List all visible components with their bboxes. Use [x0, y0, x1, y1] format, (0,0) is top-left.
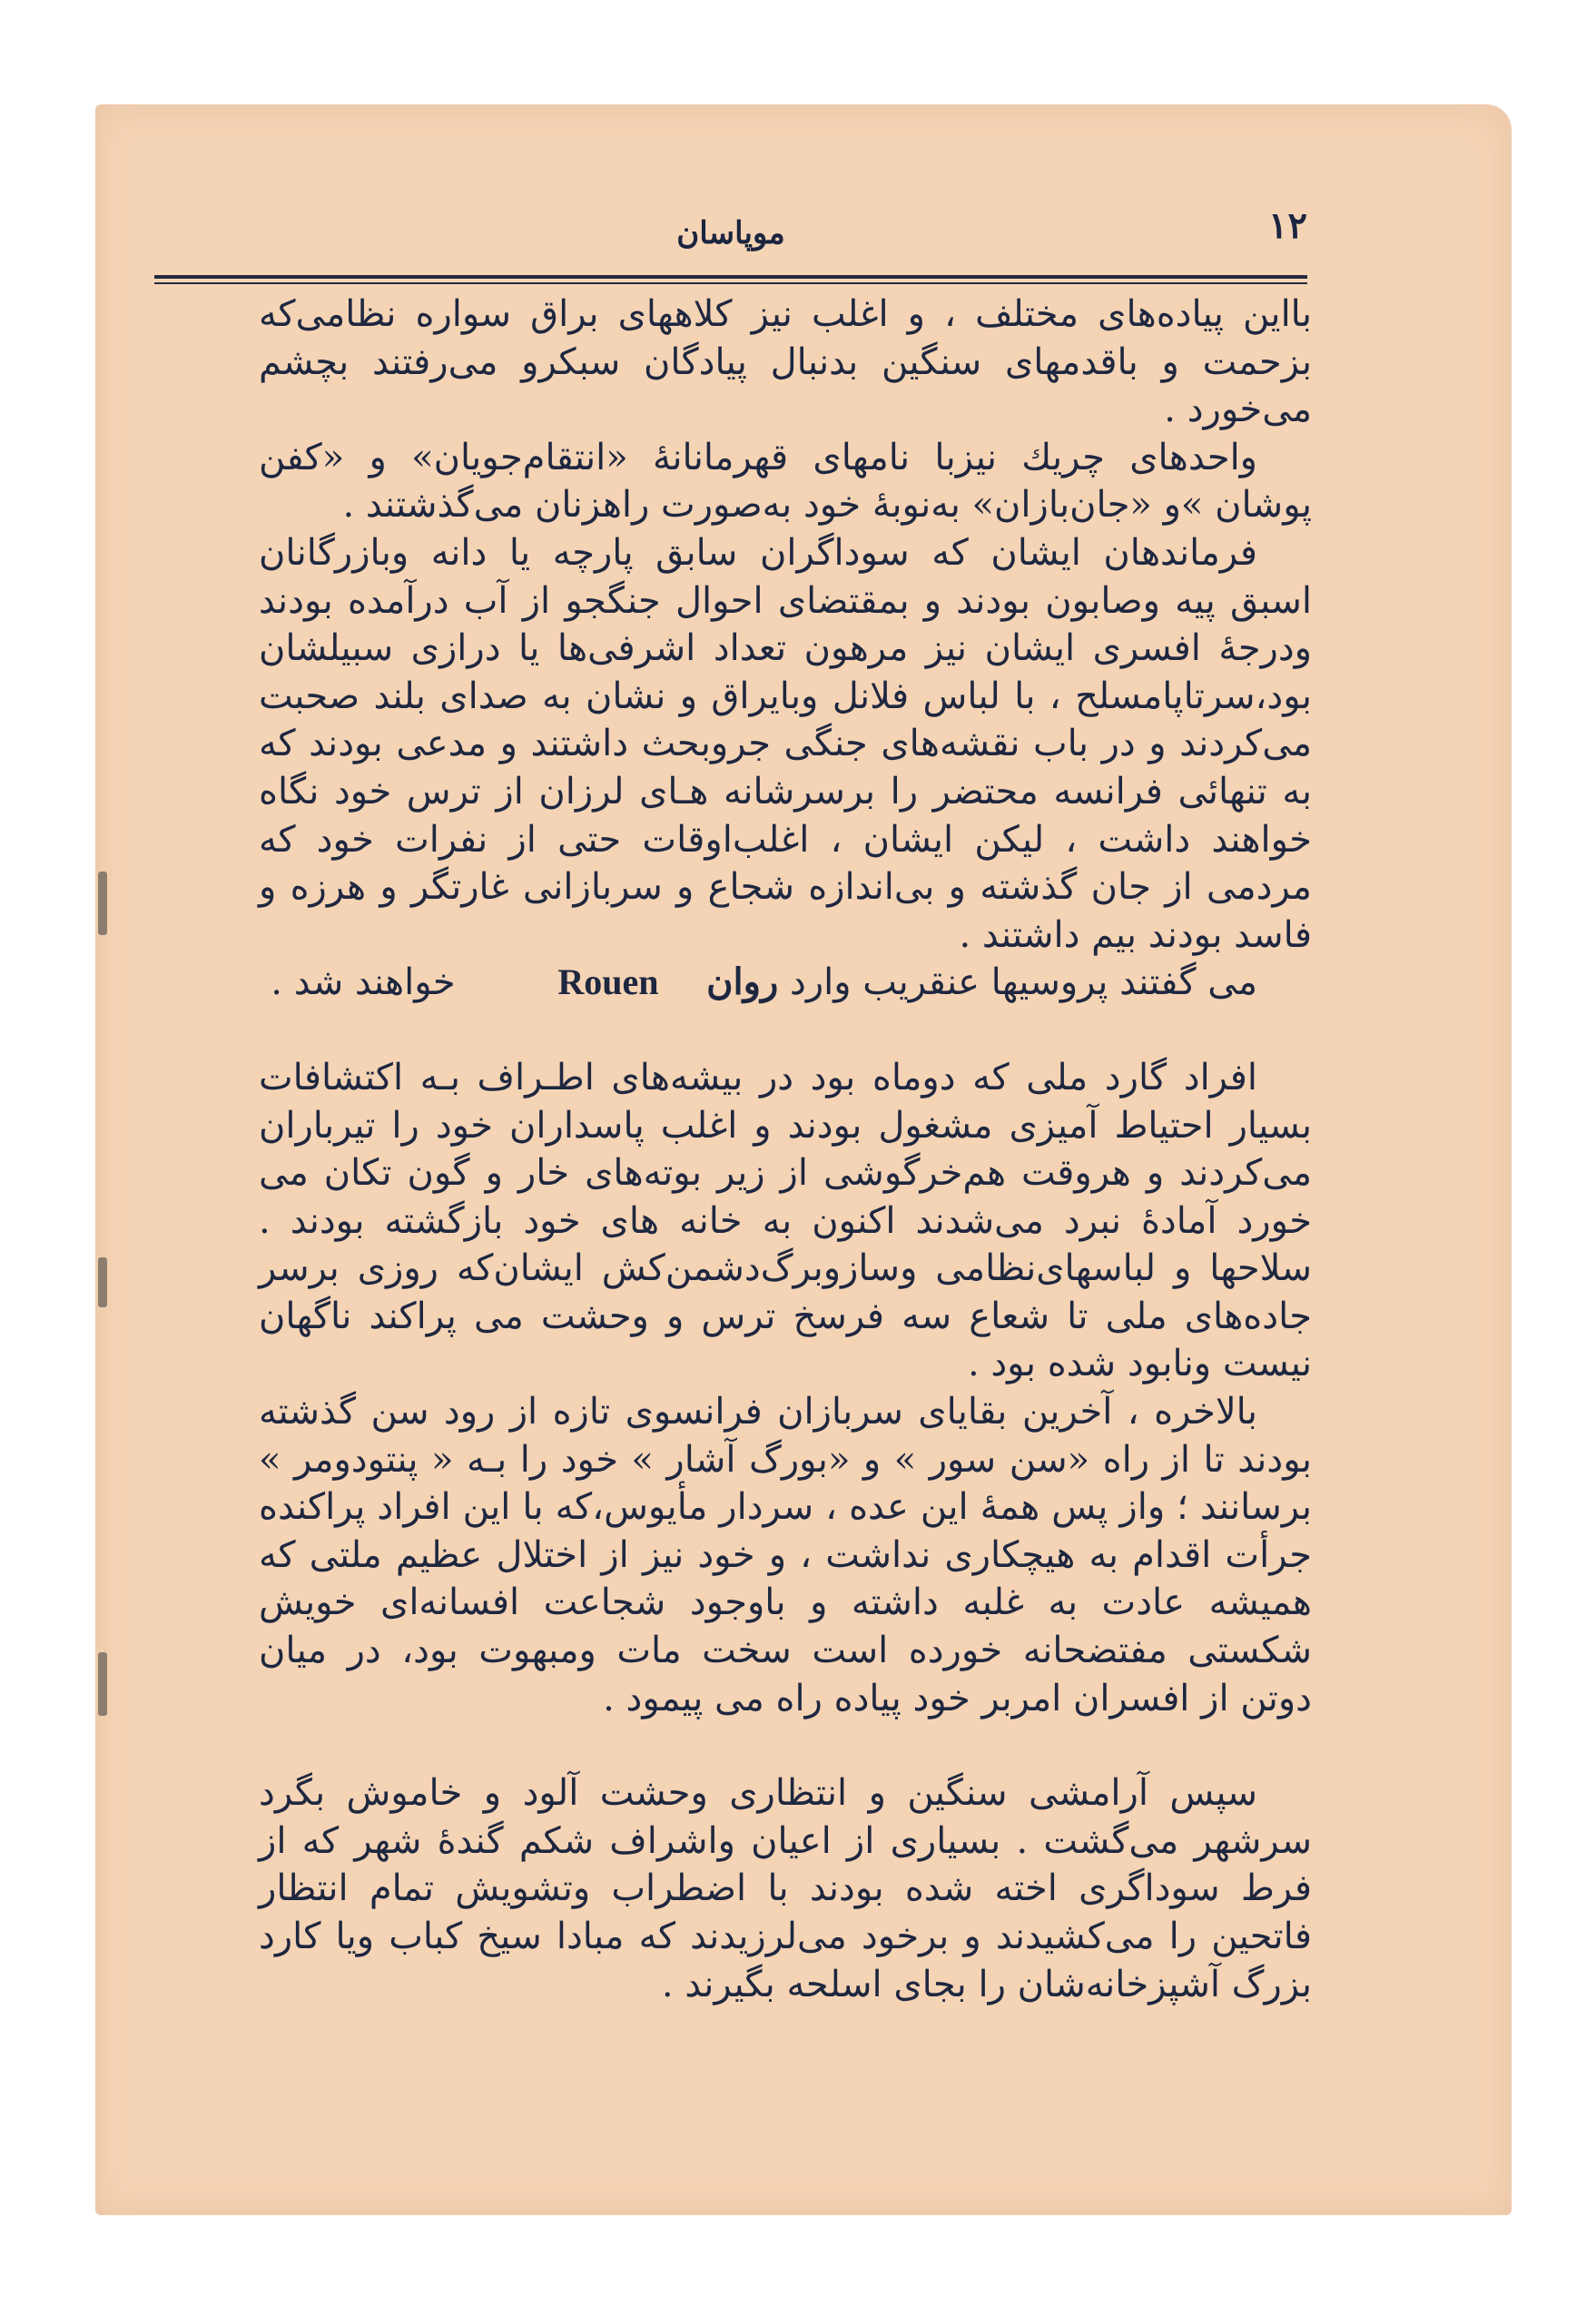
paragraph-text: می گفتند پروسیها عنقریب وارد [790, 961, 1257, 1004]
page-header [154, 204, 1307, 286]
paragraph: بالاخره ، آخرین بقایای سربازان فرانسوی تازه از رود سن گذشته بودند تا از راه «سن سور » و «بورگ آشار » خود را بـه « پنتودومر » برسانند ؛ واز پس همهٔ این عده ، سردار مأیوس،که با این افراد پراکنده جرأت اقدام به هیچکاری نداشت ، و خود نیز از اختلال عظیم ملتی که همیشه عادت به غلبه داشته و باوجود شجاعت افسانه‌ای خویش شکستی مفتضحانه خورده است سخت مات ومبهوت بود، در میان دوتن از افسران امربر خود پیاده راه می پیمود . [259, 1391, 1312, 1719]
paragraph-text: خواهند شد . [271, 961, 456, 1004]
paragraph: فرماندهان ایشان که سوداگران سابق پارچه یا دانه وبازرگانان اسبق پیه وصابون بودند و بمقتضای احوال جنگجو از آب درآمده بودند ودرجهٔ افسری ایشان نیز مرهون تعداد اشرفی‌ها یا درازی سبیلشان بود،سرتاپامسلح ، با لباس فلانل وبایراق و نشان به صدای بلند صحبت می‌کردند و در باب نقشه‌های جنگی جروبحث داشتند و مدعی بودند که به تنهائی فرانسه محتضر را برسرشانه هـای لرزان از ترس خود نگاه خواهند داشت ، لیکن ایشان ، اغلب‌اوقات حتی از نفرات خود که مردمی از جان گذشته و بی‌اندازه شجاع و سربازانی غارتگر و هرزه و فاسد بودند بیم داشتند . [259, 531, 1312, 956]
binding-mark [98, 872, 107, 935]
paragraph: واحدهای چریك نیزبا نامهای قهرمانانهٔ «انتقام‌جویان» و «کفن پوشان »و «جان‌بازان» به‌نوبهٔ خود به‌صورت راهزنان می‌گذشتند . [259, 436, 1312, 527]
paragraph-gap [259, 1722, 1312, 1769]
binding-mark [98, 1257, 107, 1307]
body-text [259, 291, 1312, 2008]
paragraph-with-latin [259, 959, 1312, 1007]
header-rule-thin [154, 282, 1307, 284]
paragraph-gap [259, 1007, 1312, 1054]
city-name: روان [706, 960, 779, 1004]
page-number: ۱۲ [1268, 204, 1307, 247]
latin-city-name: Rouen [557, 961, 659, 1003]
paragraph: بااین پیاده‌های مختلف ، و اغلب نیز کلاههای براق سواره نظامی‌که بزحمت و باقدمهای سنگین بدنبال پیادگان سبکرو می‌رفتند بچشم می‌خورد . [259, 293, 1312, 431]
binding-mark [98, 1652, 107, 1716]
paragraph: افراد گارد ملی که دوماه بود در بیشه‌های اطـراف بـه اکتشافات بسیار احتیاط آمیزی مشغول بودند و اغلب پاسداران خود را تیرباران می‌کردند و هروقت هم‌خرگوشی از زیر بوته‌های خار و گون تکان می خورد آمادهٔ نبرد می‌شدند اکنون به خانه های خود بازگشته بودند . سلاحها و لباسهای‌نظامی وسازوبرگ‌دشمن‌کش ایشان‌که روزی برسر جاده‌های ملی تا شعاع سه فرسخ ترس و وحشت می پراکند ناگهان نیست ونابود شده بود . [259, 1056, 1312, 1385]
running-title: موپاسان [676, 215, 785, 251]
paragraph: سپس آرامشی سنگین و انتظاری وحشت آلود و خاموش بگرد سرشهر می‌گشت . بسیاری از اعیان واشراف شکم گندهٔ شهر که از فرط سوداگری اخته شده بودند با اضطراب وتشویش تمام انتظار فاتحین را می‌کشیدند و برخود می‌لرزیدند که مبادا سیخ کباب ویا کارد بزرگ آشپزخانه‌شان را بجای اسلحه بگیرند . [259, 1772, 1312, 2005]
header-rule [154, 275, 1307, 279]
